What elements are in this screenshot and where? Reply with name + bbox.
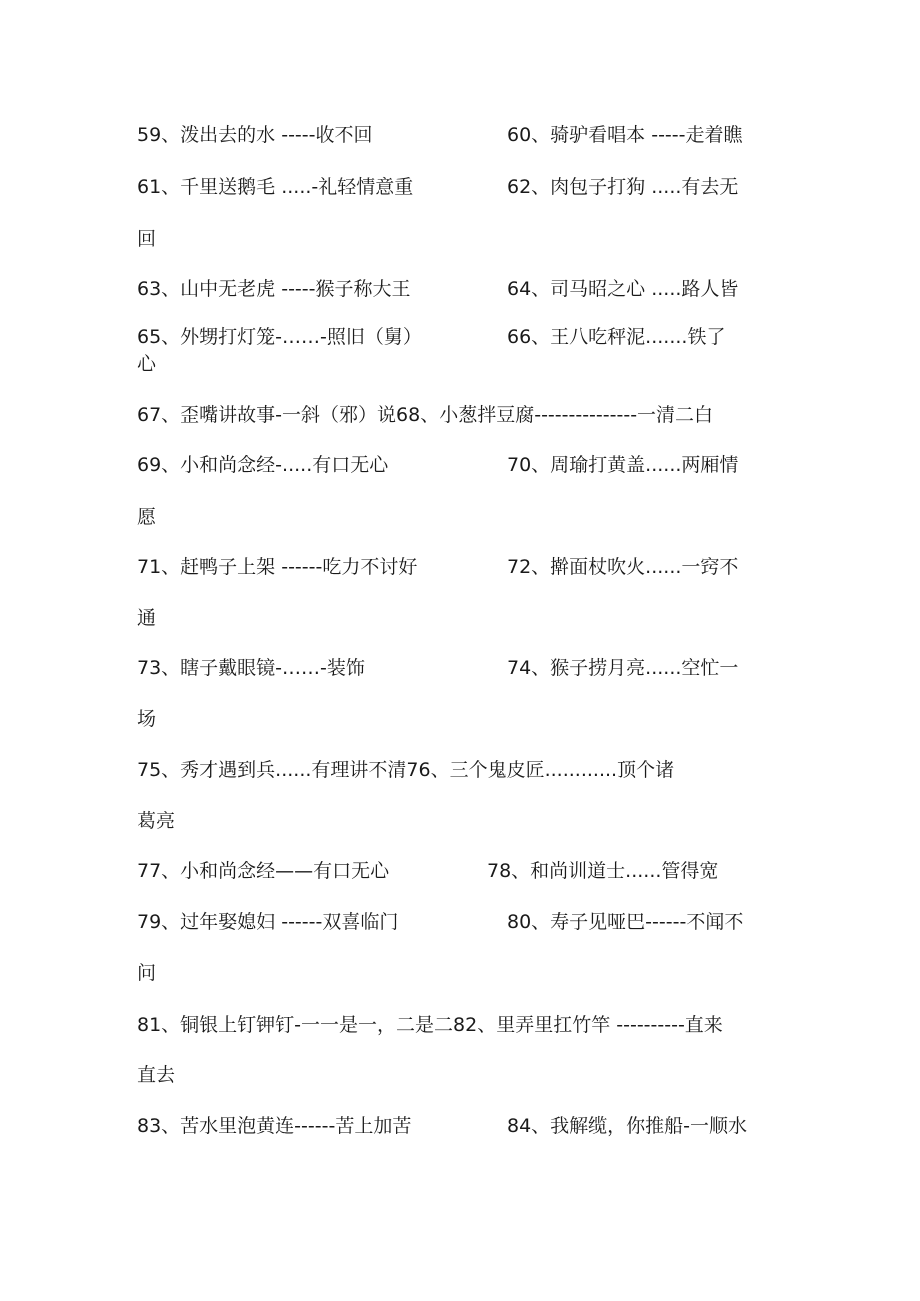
line-62-right: 62、肉包子打狗 .....有去无 [507, 176, 739, 198]
line-69-left: 69、小和尚念经-.....有口无心 [137, 454, 389, 476]
line-61-left: 61、千里送鹅毛 .....-礼轻情意重 [137, 176, 414, 198]
line-79-left: 79、过年娶媳妇 ------双喜临门 [137, 911, 399, 933]
line-70-continuation: 愿 [137, 506, 157, 528]
line-66-right: 66、王八吃秤泥.......铁了 [507, 326, 726, 348]
line-67-68: 67、歪嘴讲故事-一斜（邪）说68、小葱拌豆腐---------------一清二白 [137, 404, 714, 426]
line-82-continuation: 直去 [137, 1064, 176, 1086]
line-74-continuation: 场 [137, 708, 157, 730]
line-65-left: 65、外甥打灯笼-……-照旧（舅） [137, 326, 422, 348]
line-80-continuation: 问 [137, 962, 157, 984]
line-76-continuation: 葛亮 [137, 810, 176, 832]
line-83-left: 83、苦水里泡黄连------苦上加苦 [137, 1115, 412, 1137]
line-77-left: 77、小和尚念经——有口无心 [137, 860, 390, 882]
line-70-right: 70、周瑜打黄盖......两厢情 [507, 454, 739, 476]
line-84-right: 84、我解缆，你推船-一顺水 [507, 1115, 748, 1137]
line-64-right: 64、司马昭之心 .....路人皆 [507, 278, 739, 300]
line-78-right: 78、和尚训道士......管得宽 [487, 860, 719, 882]
line-59-left: 59、泼出去的水 -----收不回 [137, 124, 373, 146]
line-66-continuation: 心 [137, 353, 157, 375]
line-73-left: 73、瞎子戴眼镜-……-装饰 [137, 657, 365, 679]
line-81-82: 81、铜银上钉钾钉-一一是一，二是二82、里弄里扛竹竿 ----------直来 [137, 1014, 723, 1036]
line-62-continuation: 回 [137, 228, 157, 250]
line-60-right: 60、骑驴看唱本 -----走着瞧 [507, 124, 743, 146]
line-71-left: 71、赶鸭子上架 ------吃力不讨好 [137, 556, 418, 578]
line-74-right: 74、猴子捞月亮......空忙一 [507, 657, 739, 679]
line-80-right: 80、寿子见哑巴------不闻不 [507, 911, 744, 933]
line-75-76: 75、秀才遇到兵......有理讲不清76、三个鬼皮匠............顶个诸 [137, 759, 675, 781]
line-72-right: 72、擀面杖吹火......一窍不 [507, 556, 739, 578]
line-63-left: 63、山中无老虎 -----猴子称大王 [137, 278, 411, 300]
line-72-continuation: 通 [137, 607, 157, 629]
